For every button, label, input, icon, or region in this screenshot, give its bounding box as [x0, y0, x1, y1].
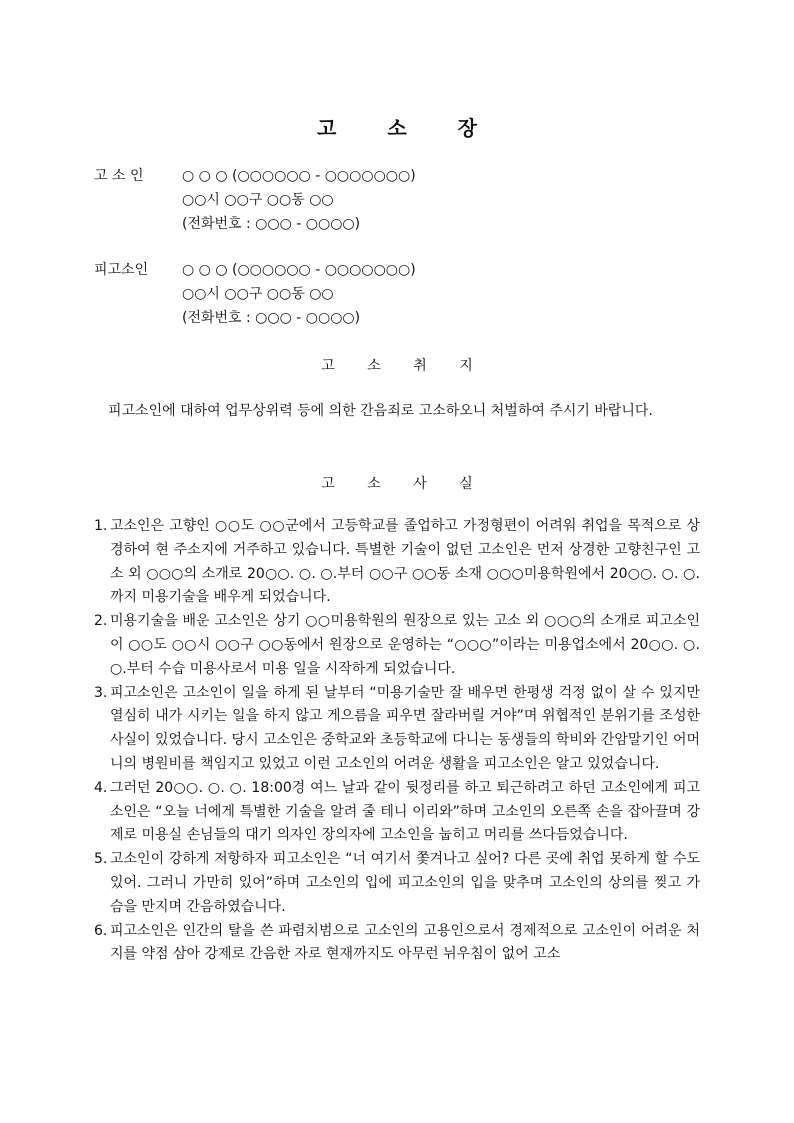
fact-number: 3.	[94, 684, 108, 701]
fact-number: 5.	[94, 851, 108, 868]
complainant-block	[94, 164, 714, 236]
fact-number: 4.	[94, 779, 108, 796]
fact-item	[94, 920, 700, 968]
defendant-label: 피고소인	[94, 262, 149, 278]
fact-item	[94, 777, 700, 848]
fact-text: 미용기술을 배운 고소인은 상기 ○○미용학원의 원장으로 있는 고소 외 ○○○의 소개로 피고소인이 ○○도 ○○시 ○○구 ○○동에서 원장으로 운영하는 “○○○”이라는 미용업소에서 20○○. ○. ○.부터 수습 미용사로서 미용 일을 시작하게 되었습니다.	[110, 613, 700, 677]
defendant-phone: (전화번호 : ○○○ - ○○○○)	[182, 310, 361, 326]
facts-heading: 고 소 사 실	[321, 476, 487, 492]
fact-item	[94, 515, 700, 610]
facts-list	[94, 515, 700, 967]
fact-number: 6.	[94, 922, 108, 939]
fact-text: 고소인이 강하게 저항하자 피고소인은 “너 여기서 쫓겨나고 싶어? 다른 곳에 취업 못하게 할 수도 있어. 그러니 가만히 있어”하며 고소인의 입에 피고소인의 입을 맞추며 고소인의 상의를 찢고 가슴을 만지며 간음하였습니다.	[110, 851, 700, 915]
fact-text: 피고소인은 인간의 탈을 쓴 파렴치범으로 고소인의 고용인으로서 경제적으로 고소인이 어려운 처지를 약점 삼아 강제로 간음한 자로 현재까지도 아무런 뉘우침이 없어 고소	[110, 922, 700, 963]
fact-item	[94, 682, 700, 777]
fact-item	[94, 848, 700, 919]
purpose-text: 피고소인에 대하여 업무상위력 등에 의한 간음죄로 고소하오니 처벌하여 주시기 바랍니다.	[108, 403, 653, 419]
fact-number: 2.	[94, 613, 108, 630]
complainant-phone: (전화번호 : ○○○ - ○○○○)	[182, 216, 361, 232]
fact-text: 고소인은 고향인 ○○도 ○○군에서 고등학교를 졸업하고 가정형편이 어려워 취업을 목적으로 상경하여 현 주소지에 거주하고 있습니다. 특별한 기술이 없던 고소인은 먼저 상경한 고향친구인 고소 외 ○○○의 소개로 20○○. ○. ○.부터 ○○구 ○○동 소재 ○○○미용학원에서 20○○. ○. ○.까지 미용기술을 배우게 되었습니다.	[110, 518, 700, 606]
fact-text: 피고소인은 고소인이 일을 하게 된 날부터 “미용기술만 잘 배우면 한평생 걱정 없이 살 수 있지만 열심히 내가 시키는 일을 하지 않고 게으름을 피우면 잘라버릴 거야”며 위협적인 분위기를 조성한 사실이 있었습니다. 당시 고소인은 중학교와 초등학교에 다니는 동생들의 학비와 간암말기인 어머니의 병원비를 책임지고 있었고 이런 고소인의 어려운 생활을 피고소인은 알고 있었습니다.	[110, 684, 700, 772]
fact-number: 1.	[94, 518, 108, 534]
defendant-address: ○○시 ○○구 ○○동 ○○	[182, 286, 334, 302]
complainant-name: ○ ○ ○ (○○○○○○ - ○○○○○○○)	[182, 168, 416, 184]
defendant-block	[94, 258, 714, 330]
fact-item	[94, 610, 700, 681]
defendant-name: ○ ○ ○ (○○○○○○ - ○○○○○○○)	[182, 262, 416, 278]
fact-text: 그러던 20○○. ○. ○. 18:00경 여느 날과 같이 뒷정리를 하고 퇴근하려고 하던 고소인에게 피고소인은 “오늘 너에게 특별한 기술을 알려 줄 테니 이리와”하며 고소인의 오른쪽 손을 잡아끌며 강제로 미용실 손님들의 대기 의자인 장의자에 고소인을 눕히고 머리를 쓰다듬었습니다.	[110, 779, 700, 844]
complainant-address: ○○시 ○○구 ○○동 ○○	[182, 192, 334, 208]
document-title: 고 소 장	[317, 116, 499, 140]
purpose-heading: 고 소 취 지	[321, 358, 487, 374]
complainant-label: 고 소 인	[94, 168, 144, 184]
